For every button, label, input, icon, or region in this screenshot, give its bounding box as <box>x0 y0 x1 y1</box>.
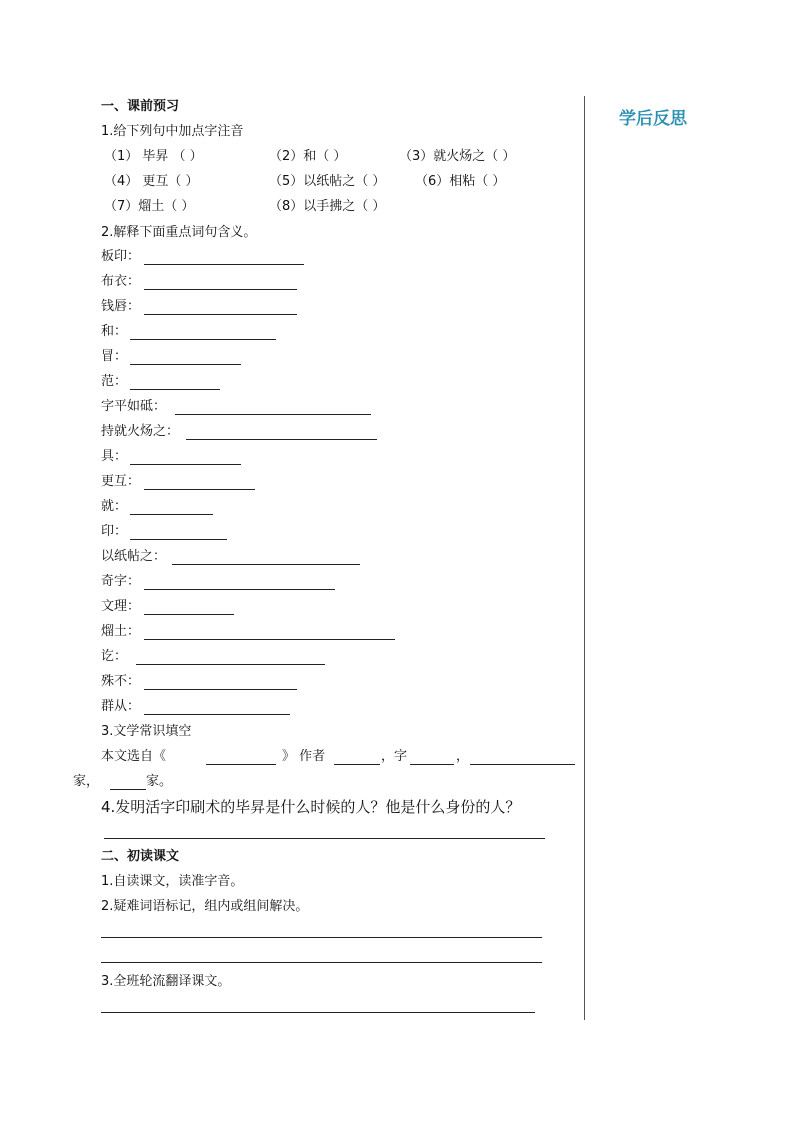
term-label: 就： <box>101 499 128 514</box>
task-item: 3.全班轮流翻译课文。 <box>101 974 231 989</box>
answer-line[interactable] <box>186 439 377 440</box>
term-label: 持就火炀之： <box>101 424 180 439</box>
answer-line[interactable] <box>101 1012 535 1013</box>
pinyin-item: （2）和（ ） <box>269 149 347 164</box>
pinyin-item: （1） 毕昇 （ ） <box>104 149 203 164</box>
answer-line[interactable] <box>104 838 545 839</box>
section-1-heading: 一、课前预习 <box>101 99 180 114</box>
term-label: 殊不： <box>101 674 141 689</box>
answer-line[interactable] <box>144 289 297 290</box>
term-label: 字平如砥： <box>101 399 167 414</box>
answer-line[interactable] <box>144 714 290 715</box>
identity-blank[interactable] <box>470 764 575 765</box>
pinyin-item: （4） 更互（ ） <box>104 174 199 189</box>
term-label: 具： <box>101 449 128 464</box>
answer-line[interactable] <box>144 639 395 640</box>
term-label: 范： <box>101 374 128 389</box>
answer-line[interactable] <box>130 339 276 340</box>
answer-line[interactable] <box>144 314 297 315</box>
q3-text: ， <box>456 749 470 764</box>
term-label: 和： <box>101 324 128 339</box>
pinyin-item: （7）熘土（ ） <box>104 199 195 214</box>
q1-label: 1.给下列句中加点字注音 <box>101 124 244 139</box>
answer-line[interactable] <box>175 414 371 415</box>
answer-line[interactable] <box>130 389 220 390</box>
pinyin-item: （3）就火炀之（ ） <box>399 149 516 164</box>
answer-line[interactable] <box>130 464 241 465</box>
column-divider <box>584 96 585 1020</box>
q3-label: 3.文学常识填空 <box>101 724 192 739</box>
term-label: 熘土： <box>101 624 141 639</box>
answer-line[interactable] <box>144 489 255 490</box>
term-label: 讫： <box>101 649 128 664</box>
q3-text: 家， <box>73 774 100 789</box>
answer-line[interactable] <box>130 514 213 515</box>
q3-text: 本文选自《 <box>101 749 167 764</box>
answer-line[interactable] <box>136 664 325 665</box>
q4-label: 4.发明活字印刷术的毕昇是什么时候的人？他是什么身份的人？ <box>101 798 521 816</box>
q3-text: 家。 <box>146 774 173 789</box>
book-title-blank[interactable] <box>206 764 276 765</box>
identity-blank-2[interactable] <box>110 789 146 790</box>
pinyin-item: （6）相粘（ ） <box>415 174 506 189</box>
q3-text: 》 作者 <box>282 749 326 764</box>
courtesy-name-blank[interactable] <box>410 764 454 765</box>
answer-line[interactable] <box>144 614 234 615</box>
section-2-heading: 二、初读课文 <box>101 849 180 864</box>
answer-line[interactable] <box>172 564 360 565</box>
reflection-title: 学后反思 <box>619 109 687 129</box>
term-label: 布衣： <box>101 274 141 289</box>
answer-line[interactable] <box>144 589 335 590</box>
q2-label: 2.解释下面重点词句含义。 <box>101 225 257 240</box>
answer-line[interactable] <box>130 364 241 365</box>
pinyin-item: （5）以纸帖之（ ） <box>269 174 386 189</box>
term-label: 钱唇： <box>101 299 141 314</box>
term-label: 板印： <box>101 249 141 264</box>
author-blank[interactable] <box>334 764 380 765</box>
term-label: 以纸帖之： <box>101 549 167 564</box>
answer-line[interactable] <box>144 689 297 690</box>
task-item: 1.自读课文，读准字音。 <box>101 874 244 889</box>
term-label: 冒： <box>101 349 128 364</box>
answer-line[interactable] <box>130 539 227 540</box>
term-label: 群从： <box>101 699 141 714</box>
term-label: 奇字： <box>101 574 141 589</box>
term-label: 印： <box>101 524 128 539</box>
task-item: 2.疑难词语标记，组内或组间解决。 <box>101 899 309 914</box>
term-label: 文理： <box>101 599 141 614</box>
answer-line[interactable] <box>144 264 304 265</box>
answer-line[interactable] <box>101 962 542 963</box>
q3-text: ，字 <box>381 749 408 764</box>
answer-line[interactable] <box>101 937 542 938</box>
pinyin-item: （8）以手拂之（ ） <box>269 199 386 214</box>
term-label: 更互： <box>101 474 141 489</box>
